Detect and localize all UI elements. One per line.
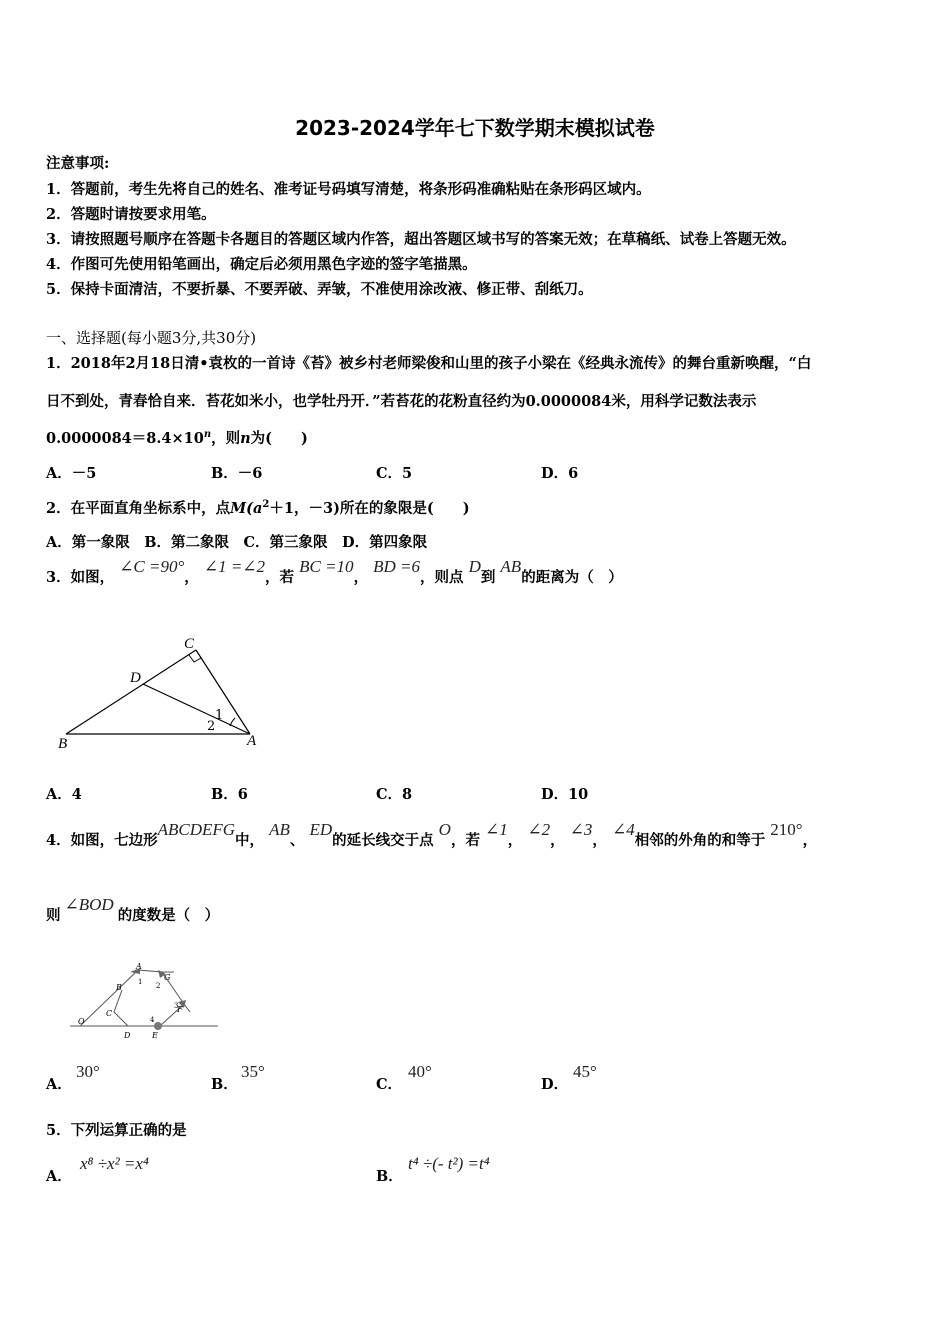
q5-stem: 5．下列运算正确的是 bbox=[46, 1122, 187, 1139]
q3-angle-arc bbox=[230, 718, 235, 726]
q4-line2 bbox=[46, 895, 220, 925]
q4-option-b-value: 35° bbox=[241, 1062, 265, 1081]
q5-option-a-label: A． bbox=[46, 1168, 72, 1185]
q3-angle-eq: ∠1 =∠2 bbox=[203, 557, 266, 576]
q2-M: M bbox=[230, 500, 247, 517]
q4-mark-4 bbox=[154, 1022, 162, 1030]
q4-sep2: 、 bbox=[289, 832, 305, 849]
q4-option-a-label: A． bbox=[46, 1076, 72, 1093]
q4-label-c: C bbox=[106, 1009, 113, 1018]
q1-option-b: B．－6 bbox=[211, 465, 263, 482]
q3-label-b: B bbox=[58, 736, 68, 752]
q3-stem bbox=[46, 557, 623, 587]
q4-ab: AB bbox=[269, 820, 290, 839]
q1-text: ，则 bbox=[211, 430, 241, 447]
q4-label-1: 1 bbox=[138, 978, 143, 986]
q4-then: 则 bbox=[46, 907, 61, 924]
q4-option-d-label: D． bbox=[541, 1076, 569, 1093]
q4-sum: 210° bbox=[770, 820, 803, 839]
q4-sep5: ， bbox=[507, 832, 523, 849]
q4-sep1: 中， bbox=[235, 832, 265, 849]
q4-sep8: 相邻的外角的和等于 bbox=[634, 832, 766, 849]
q3-tail: 的距离为（ ） bbox=[521, 569, 623, 586]
q3-sep5: 到 bbox=[480, 569, 496, 586]
q4-angle-3: ∠3 bbox=[569, 820, 593, 839]
notice-item-1: 1．答题前，考生先将自己的姓名、准考证号码填写清楚，将条形码准确粘贴在条形码区域内。 bbox=[46, 181, 651, 198]
q4-option-b-label: B． bbox=[211, 1076, 238, 1093]
q3-line-bc bbox=[66, 650, 196, 734]
section-heading: 一、选择题(每小题3分,共30分) bbox=[46, 329, 257, 347]
q4-label-g: G bbox=[164, 973, 171, 982]
q3-ab: AB bbox=[500, 557, 522, 576]
q1-line3 bbox=[46, 427, 308, 448]
q4-sep7: ， bbox=[592, 832, 607, 849]
q4-label-f: F bbox=[177, 1005, 183, 1014]
q4-polygon-edges bbox=[114, 970, 184, 1026]
q3-sep4: ，则点 bbox=[420, 569, 464, 586]
q4-label-b: B bbox=[116, 983, 122, 992]
q4-angle-bod: ∠BOD bbox=[64, 895, 114, 914]
notice-item-4: 4．作图可先使用铅笔画出，确定后必须用黑色字迹的签字笔描黑。 bbox=[46, 256, 477, 273]
q4-lead: 4．如图，七边形 bbox=[46, 832, 158, 849]
q4-label-d: D bbox=[124, 1031, 131, 1040]
q3-label-1: 1 bbox=[215, 708, 224, 723]
q4-point-o: O bbox=[438, 820, 451, 839]
q3-bc: BC =10 bbox=[299, 557, 354, 576]
q4-ext-f bbox=[184, 1004, 190, 1012]
q3-option-c: C．8 bbox=[376, 786, 413, 803]
q1-line1: 1．2018年2月18日清•袁枚的一首诗《苔》被乡村老师梁俊和山里的孩子小梁在《经典永流传》的舞台重新唤醒，“白 bbox=[46, 355, 812, 372]
q3-lead: 3．如图， bbox=[46, 569, 115, 586]
q2-sup: 2 bbox=[262, 499, 270, 511]
q3-sep1: ， bbox=[184, 569, 199, 586]
q4-sep4: ，若 bbox=[450, 832, 480, 849]
q3-sep2: ，若 bbox=[265, 569, 295, 586]
q3-label-d: D bbox=[130, 670, 141, 686]
q4-label-a: A bbox=[136, 962, 142, 971]
q4-ed: ED bbox=[309, 820, 333, 839]
q4-angle-2: ∠2 bbox=[527, 820, 551, 839]
q4-figure bbox=[66, 960, 226, 1045]
q4-label-o: O bbox=[78, 1017, 85, 1026]
notice-heading: 注意事项: bbox=[46, 155, 110, 172]
q3-option-b: B．6 bbox=[211, 786, 248, 803]
q5-option-a-math: x⁸ ÷x² =x⁴ bbox=[80, 1154, 149, 1173]
q1-exp: n bbox=[203, 429, 212, 441]
q4-label-e: E bbox=[152, 1031, 158, 1040]
q4-ask: 的度数是（ ） bbox=[117, 907, 220, 924]
q4-sep6: ， bbox=[550, 832, 565, 849]
q4-stem bbox=[46, 820, 818, 850]
q3-sep3: ， bbox=[353, 569, 369, 586]
q2-stem bbox=[46, 497, 470, 518]
q5-option-b-label: B． bbox=[376, 1168, 403, 1185]
q2-tail: ＋1，－3)所在的象限是( ) bbox=[269, 500, 470, 517]
page-title: 2023-2024学年七下数学期末模拟试卷 bbox=[295, 116, 655, 140]
q1-option-d: D．6 bbox=[541, 465, 579, 482]
q4-option-c-value: 40° bbox=[408, 1062, 432, 1081]
q3-label-2: 2 bbox=[207, 719, 216, 734]
q1-tail: 为( ) bbox=[250, 430, 308, 447]
q1-n: n bbox=[240, 430, 251, 447]
q4-label-4: 4 bbox=[150, 1016, 155, 1024]
q3-label-c: C bbox=[184, 636, 195, 652]
q3-point-d: D bbox=[468, 557, 481, 576]
q2-options: A．第一象限 B．第二象限 C．第三象限 D．第四象限 bbox=[46, 534, 428, 551]
q4-sep9: ， bbox=[802, 832, 818, 849]
q4-sep3: 的延长线交于点 bbox=[332, 832, 434, 849]
q4-angle-4: ∠4 bbox=[611, 820, 635, 839]
q3-bd: BD =6 bbox=[373, 557, 421, 576]
q3-option-d: D．10 bbox=[541, 786, 589, 803]
q4-polygon: ABCDEFG bbox=[157, 820, 236, 839]
q4-option-c-label: C． bbox=[376, 1076, 403, 1093]
notice-item-3: 3．请按照题号顺序在答题卡各题目的答题区域内作答，超出答题区域书写的答案无效；在草稿纸、试卷上答题无效。 bbox=[46, 231, 796, 248]
q4-label-2: 2 bbox=[156, 982, 161, 990]
q4-option-a-value: 30° bbox=[76, 1062, 100, 1081]
q4-option-d-value: 45° bbox=[573, 1062, 597, 1081]
q4-label-3: 3 bbox=[174, 1002, 179, 1010]
q1-line2: 日不到处，青春恰自来．苔花如米小，也学牡丹开．”若苔花的花粉直径约为0.0000084米，用科学记数法表示 bbox=[46, 393, 757, 410]
q2-lead: 2．在平面直角坐标系中，点 bbox=[46, 500, 231, 517]
q1-expr: 0.0000084＝8.4×10 bbox=[46, 430, 204, 447]
q2-a: (a bbox=[246, 500, 263, 517]
q3-figure bbox=[50, 630, 270, 755]
notice-item-5: 5．保持卡面清洁，不要折暴、不要弄破、弄皱，不准使用涂改液、修正带、刮纸刀。 bbox=[46, 281, 593, 298]
notice-item-2: 2．答题时请按要求用笔。 bbox=[46, 206, 216, 223]
q1-option-c: C．5 bbox=[376, 465, 413, 482]
q3-option-a: A．4 bbox=[46, 786, 82, 803]
q3-label-a: A bbox=[247, 733, 257, 749]
q3-angle-c: ∠C =90° bbox=[119, 557, 185, 576]
q5-option-b-math: t⁴ ÷(- t²) =t⁴ bbox=[408, 1154, 490, 1173]
q1-option-a: A．－5 bbox=[46, 465, 97, 482]
q4-angle-1: ∠1 bbox=[485, 820, 508, 839]
